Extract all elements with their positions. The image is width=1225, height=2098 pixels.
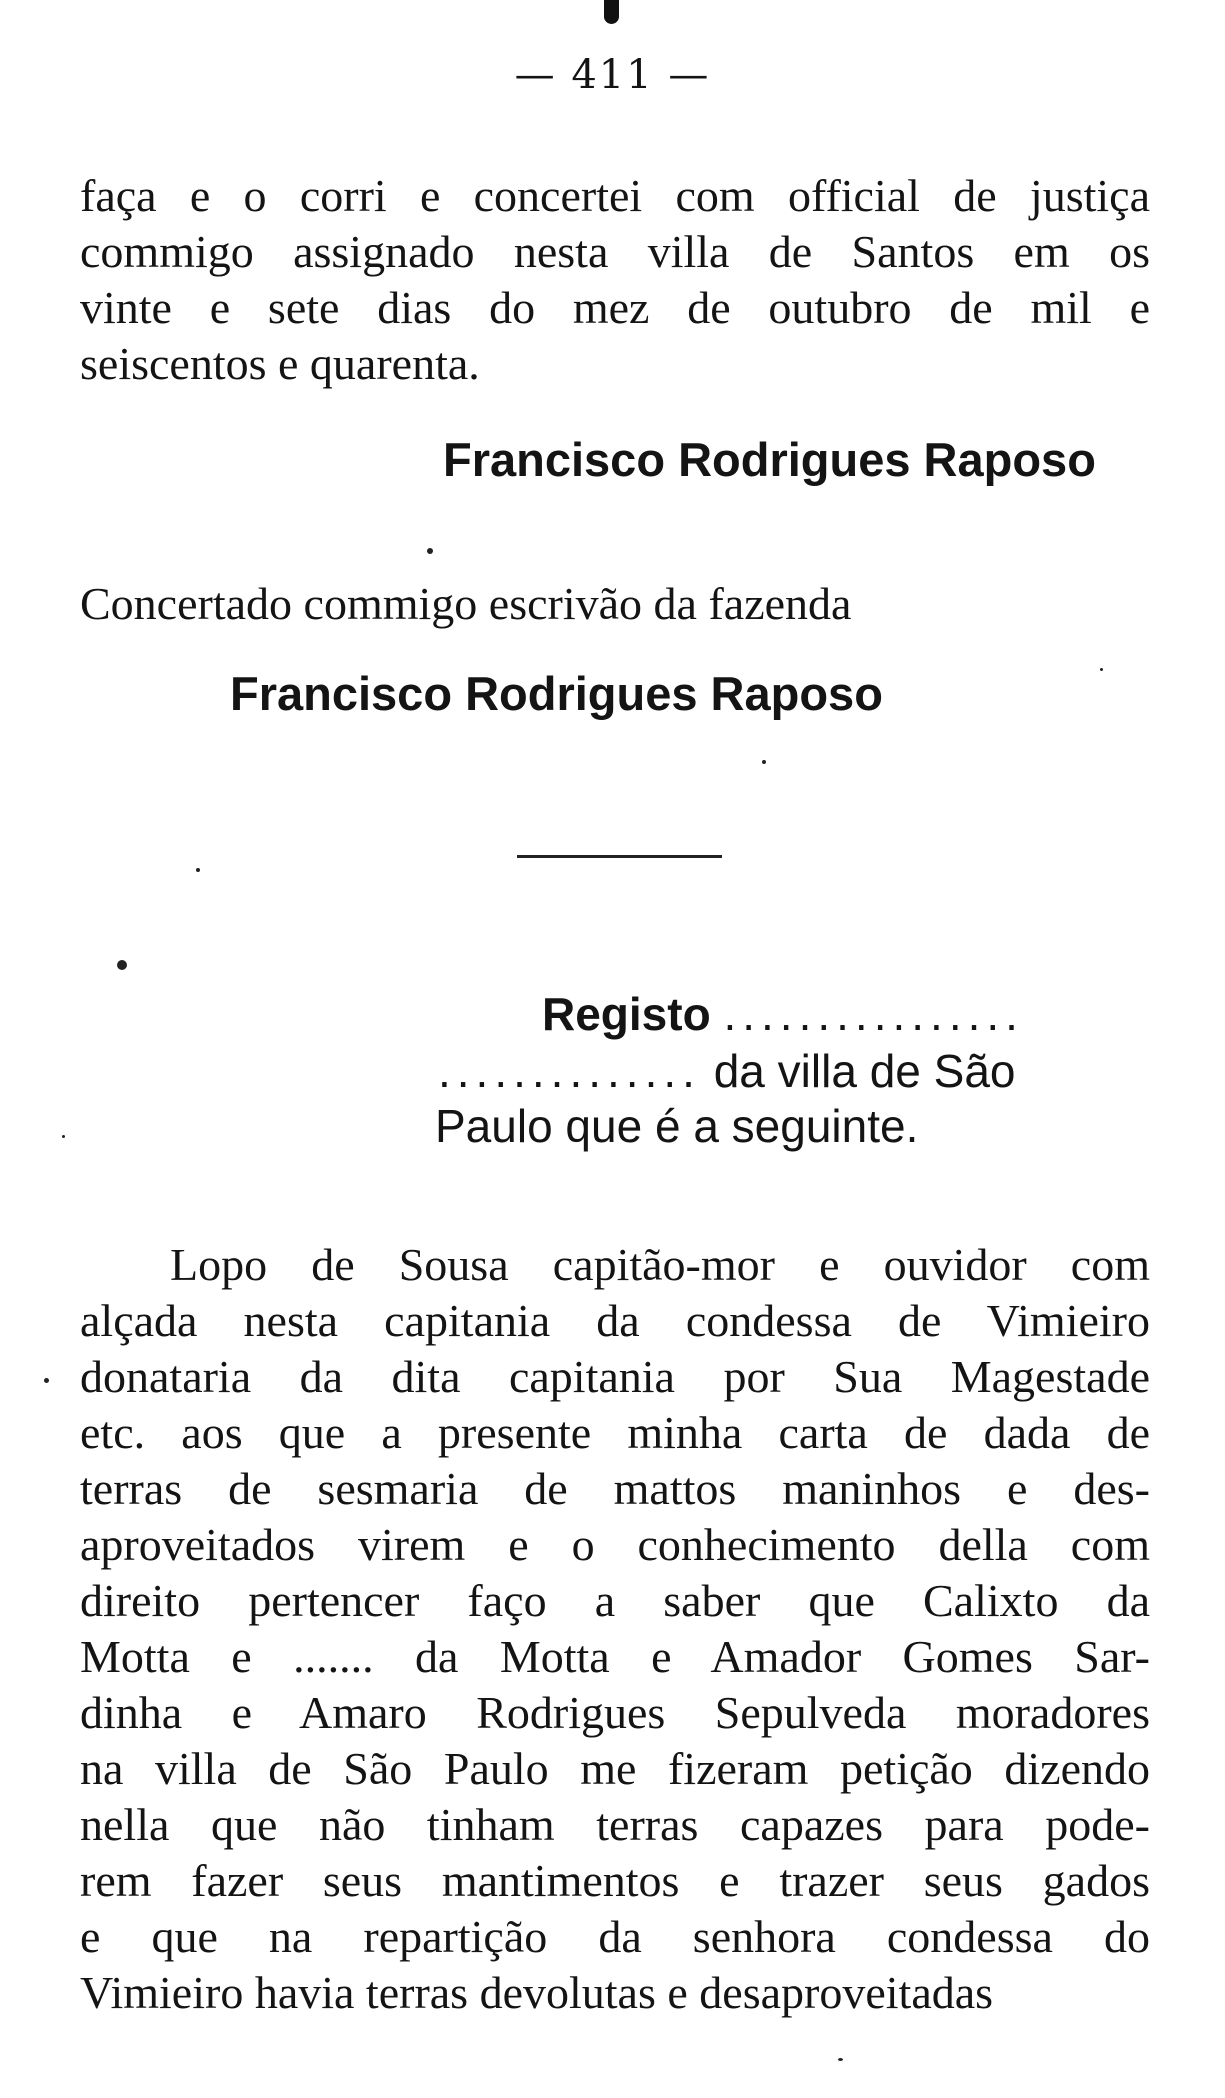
text-line: aproveitados virem e o conhecimento della com [80, 1519, 1150, 1570]
text-line: na villa de São Paulo me fizeram petição dizendo [80, 1743, 1150, 1794]
print-speck [427, 548, 433, 554]
heading-ellipsis: .............. [438, 1045, 701, 1097]
text-line: seiscentos e quarenta. [80, 338, 480, 389]
signature-line: Francisco Rodrigues Raposo [230, 667, 883, 720]
heading-text: da villa de São [713, 1045, 1016, 1097]
text-line: terras de sesmaria de mattos maninhos e des- [80, 1463, 1150, 1514]
text-line: e que na repartição da senhora condessa do [80, 1911, 1150, 1962]
text-line: commigo assignado nesta villa de Santos em os [80, 226, 1150, 277]
text-line: vinte e sete dias do mez de outubro de mil e [80, 282, 1150, 333]
heading-line-2 [438, 1043, 1015, 1099]
print-speck [1100, 668, 1103, 671]
concertado-line [80, 576, 1010, 632]
heading-registo: Registo [542, 988, 711, 1040]
ink-blot [604, 0, 619, 24]
text-line: direito pertencer faço a saber que Calixto da [80, 1575, 1150, 1626]
heading-line-3: Paulo que é a seguinte. [435, 1100, 919, 1152]
text-line: dinha e Amaro Rodrigues Sepulveda moradores [80, 1687, 1150, 1738]
signature-line: Francisco Rodrigues Raposo [443, 433, 1096, 486]
print-speck [117, 960, 127, 970]
paragraph-sesmaria [80, 1237, 1150, 2021]
text-line: Concertado commigo escrivão da fazenda [80, 578, 852, 629]
print-speck [62, 1135, 65, 1138]
section-divider [517, 855, 722, 858]
text-line: nella que não tinham terras capazes para pode- [80, 1799, 1150, 1850]
print-speck [762, 760, 766, 764]
page-number: — 411 — [514, 52, 711, 98]
print-speck [44, 1378, 49, 1383]
text-line: faça e o corri e concertei com official de justiça [80, 170, 1150, 221]
heading-ellipsis: ................ [723, 988, 1024, 1040]
text-line: alçada nesta capitania da condessa de Vimieiro [80, 1295, 1150, 1346]
text-line: rem fazer seus mantimentos e trazer seus gados [80, 1855, 1150, 1906]
text-line: Lopo de Sousa capitão-mor e ouvidor com [170, 1239, 1150, 1290]
text-line: donataria da dita capitania por Sua Magestade [80, 1351, 1150, 1402]
print-speck [838, 2058, 843, 2061]
text-line: Motta e ....... da Motta e Amador Gomes Sar- [80, 1631, 1150, 1682]
paragraph-closing [80, 168, 1150, 392]
text-line: Vimieiro havia terras devolutas e desaproveitadas [80, 1967, 994, 2018]
print-speck [196, 868, 200, 872]
heading-line-1 [542, 986, 1024, 1042]
text-line: etc. aos que a presente minha carta de dada de [80, 1407, 1150, 1458]
